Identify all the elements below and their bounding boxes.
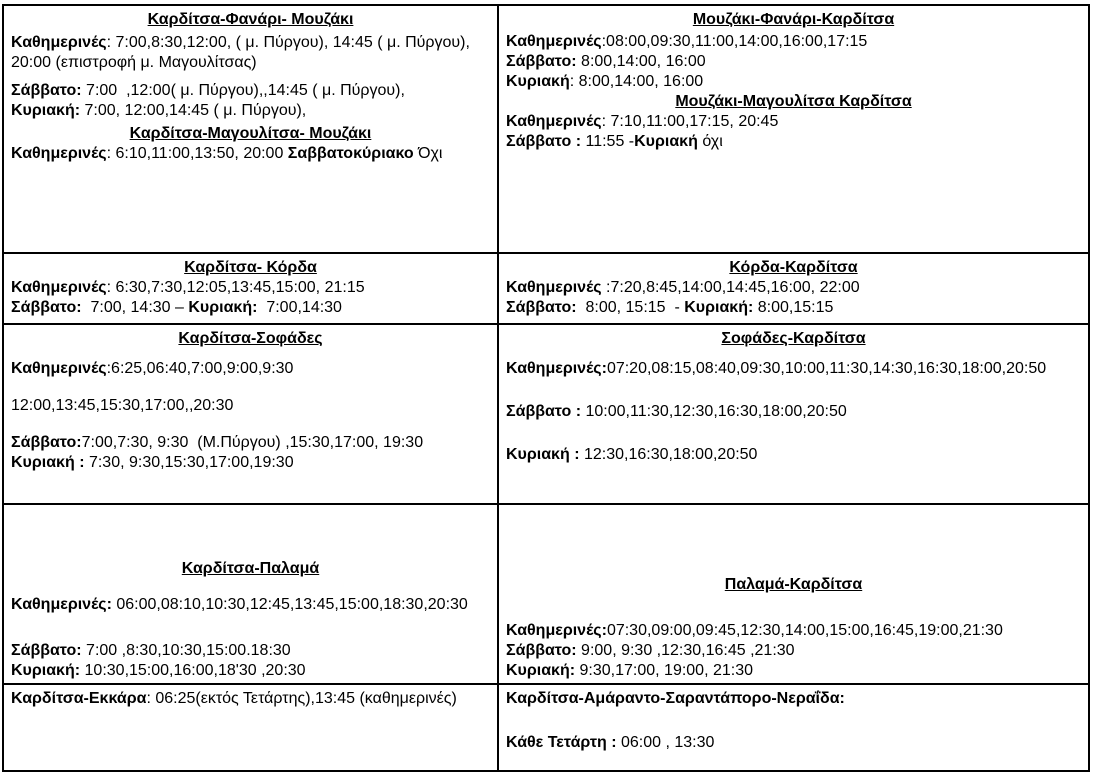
schedule-times: : 6:30,7:30,12:05,13:45,15:00, 21:15 bbox=[106, 279, 365, 296]
route-heading bbox=[11, 10, 490, 30]
route-heading-text: Σοφάδες-Καρδίτσα bbox=[721, 330, 866, 347]
schedule-label: Καρδίτσα-Αμάραντο-Σαραντάπορο-Νεραΐδα: bbox=[506, 690, 845, 707]
schedule-times: : 7:00,8:30,12:00, ( μ. Πύργου), 14:45 ( μ. Πύργου), bbox=[106, 34, 470, 51]
schedule-label: Καθημερινές bbox=[11, 360, 107, 377]
route-heading-text: Καρδίτσα-Φανάρι- Μουζάκι bbox=[147, 11, 354, 28]
schedule-line bbox=[506, 402, 1081, 422]
route-heading bbox=[506, 575, 1081, 595]
route-heading-text: Καρδίτσα-Παλαμά bbox=[181, 560, 320, 577]
schedule-line bbox=[11, 359, 490, 379]
route-heading-text: Παλαμά-Καρδίτσα bbox=[724, 576, 863, 593]
schedule-label: Καθημερινές bbox=[506, 33, 602, 50]
schedule-times: : 7:10,11:00,17:15, 20:45 bbox=[601, 113, 779, 130]
schedule-label: Καθημερινές: bbox=[11, 596, 112, 613]
schedule-times: 07:20,08:15,08:40,09:30,10:00,11:30,14:30,16:30,18:00,20:50 bbox=[606, 360, 1047, 377]
route-heading bbox=[11, 258, 490, 278]
schedule-times: : 8:00,14:00, 16:00 bbox=[569, 73, 704, 90]
cell-karditsa-ekkara bbox=[4, 685, 497, 770]
schedule-label: Κυριακή: bbox=[11, 102, 81, 119]
schedule-times: 10:30,15:00,16:00,18'30 ,20:30 bbox=[80, 662, 306, 679]
schedule-label: Σάββατο: bbox=[506, 299, 577, 316]
schedule-line bbox=[11, 595, 490, 615]
schedule-line bbox=[11, 101, 490, 121]
schedule-times: 12:00,13:45,15:30,17:00,,20:30 bbox=[11, 397, 234, 414]
schedule-label: Κυριακή: bbox=[11, 662, 81, 679]
spacer bbox=[11, 349, 490, 359]
cell-karditsa-korda bbox=[4, 254, 497, 325]
schedule-line bbox=[506, 641, 1081, 661]
schedule-times: Όχι bbox=[413, 145, 443, 162]
schedule-times: 7:00, 12:00,14:45 ( μ. Πύργου), bbox=[80, 102, 307, 119]
cell-karditsa-amaranto-sarantaporo-neraida bbox=[497, 685, 1088, 770]
route-heading bbox=[506, 10, 1081, 30]
schedule-line bbox=[11, 33, 490, 53]
schedule-line bbox=[506, 32, 1081, 52]
route-heading-text: Μουζάκι-Μαγουλίτσα Καρδίτσα bbox=[675, 93, 912, 110]
schedule-label: Κυριακή bbox=[634, 133, 698, 150]
route-heading bbox=[11, 559, 490, 579]
route-heading-text: Μουζάκι-Φανάρι-Καρδίτσα bbox=[692, 11, 895, 28]
schedule-line bbox=[506, 132, 1081, 152]
spacer bbox=[11, 509, 490, 559]
spacer bbox=[506, 422, 1081, 445]
cell-karditsa-fanari-mouzaki bbox=[4, 6, 497, 254]
schedule-line bbox=[506, 72, 1081, 92]
schedule-line bbox=[11, 53, 490, 73]
schedule-line bbox=[11, 278, 490, 298]
cell-sofades-karditsa bbox=[497, 325, 1088, 505]
route-heading-text: Καρδίτσα-Μαγουλίτσα- Μουζάκι bbox=[129, 125, 372, 142]
schedule-times: 10:00,11:30,12:30,16:30,18:00,20:50 bbox=[581, 403, 847, 420]
cell-karditsa-sofades bbox=[4, 325, 497, 505]
schedule-times: 06:00,08:10,10:30,12:45,13:45,15:00,18:30,20:30 bbox=[111, 596, 468, 613]
schedule-label: Καθημερινές bbox=[506, 113, 602, 130]
schedule-label: Κυριακή bbox=[506, 73, 570, 90]
schedule-label: Καθημερινές: bbox=[506, 622, 607, 639]
schedule-label: Καθημερινές bbox=[11, 279, 107, 296]
schedule-label: Σάββατο: bbox=[506, 642, 577, 659]
schedule-label: Καθημερινές: bbox=[506, 360, 607, 377]
schedule-times: 9:00, 9:30 ,12:30,16:45 ,21:30 bbox=[576, 642, 795, 659]
schedule-times: 7:00,7:30, 9:30 (Μ.Πύργου) ,15:30,17:00, 19:30 bbox=[81, 434, 424, 451]
schedule-line bbox=[11, 144, 490, 164]
schedule-times: 11:55 - bbox=[581, 133, 635, 150]
schedule-line bbox=[506, 359, 1081, 379]
schedule-label: Σαββατοκύριακο bbox=[287, 145, 414, 162]
spacer bbox=[506, 709, 1081, 733]
schedule-times: 7:00, 14:30 – bbox=[81, 299, 189, 316]
schedule-times: 7:00 ,12:00( μ. Πύργου),,14:45 ( μ. Πύργου), bbox=[81, 82, 405, 99]
schedule-times: 7:30, 9:30,15:30,17:00,19:30 bbox=[84, 454, 294, 471]
schedule-times: :08:00,09:30,11:00,14:00,16:00,17:15 bbox=[601, 33, 868, 50]
schedule-times: : 06:25(εκτός Τετάρτης),13:45 (καθημερινές) bbox=[146, 690, 457, 707]
schedule-line bbox=[11, 396, 490, 416]
spacer bbox=[506, 509, 1081, 575]
schedule-label: Σάββατο: bbox=[506, 53, 577, 70]
spacer bbox=[11, 615, 490, 641]
schedule-label: Σάββατο: bbox=[11, 434, 82, 451]
schedule-line bbox=[506, 112, 1081, 132]
spacer bbox=[11, 416, 490, 433]
schedule-times: 8:00, 15:15 - bbox=[576, 299, 685, 316]
schedule-times: 7:00 ,8:30,10:30,15:00.18:30 bbox=[81, 642, 291, 659]
schedule-label: Κάθε Τετάρτη : bbox=[506, 734, 617, 751]
schedule-times: 9:30,17:00, 19:00, 21:30 bbox=[575, 662, 754, 679]
spacer bbox=[506, 379, 1081, 402]
schedule-line bbox=[11, 641, 490, 661]
schedule-label: Σάββατο : bbox=[506, 133, 582, 150]
schedule-label: Σάββατο: bbox=[11, 299, 82, 316]
timetable-sheet bbox=[2, 4, 1090, 772]
cell-karditsa-palama bbox=[4, 505, 497, 685]
route-heading bbox=[506, 329, 1081, 349]
cell-palama-karditsa bbox=[497, 505, 1088, 685]
schedule-label: Κυριακή: bbox=[684, 299, 754, 316]
schedule-line bbox=[506, 621, 1081, 641]
schedule-times: όχι bbox=[697, 133, 723, 150]
schedule-line bbox=[11, 689, 490, 709]
route-heading-text: Κόρδα-Καρδίτσα bbox=[729, 259, 858, 276]
cell-mouzaki-fanari-karditsa bbox=[497, 6, 1088, 254]
schedule-line bbox=[11, 661, 490, 681]
schedule-label: Σάββατο : bbox=[506, 403, 582, 420]
schedule-label: Κυριακή : bbox=[506, 446, 580, 463]
schedule-line bbox=[506, 661, 1081, 681]
schedule-line bbox=[506, 733, 1081, 753]
spacer bbox=[506, 595, 1081, 621]
route-heading bbox=[506, 92, 1081, 112]
route-heading bbox=[506, 258, 1081, 278]
schedule-label: Σάββατο: bbox=[11, 642, 82, 659]
schedule-label: Κυριακή: bbox=[506, 662, 576, 679]
schedule-times: 07:30,09:00,09:45,12:30,14:00,15:00,16:45,19:00,21:30 bbox=[606, 622, 1003, 639]
route-heading-text: Καρδίτσα-Σοφάδες bbox=[178, 330, 323, 347]
schedule-line bbox=[506, 689, 1081, 709]
schedule-times: :6:25,06:40,7:00,9:00,9:30 bbox=[106, 360, 294, 377]
schedule-line bbox=[506, 278, 1081, 298]
spacer bbox=[11, 379, 490, 396]
route-heading bbox=[11, 329, 490, 349]
schedule-line bbox=[11, 433, 490, 453]
schedule-label: Κυριακή : bbox=[11, 454, 85, 471]
schedule-line bbox=[506, 298, 1081, 318]
schedule-times: :7:20,8:45,14:00,14:45,16:00, 22:00 bbox=[601, 279, 860, 296]
schedule-label: Καθημερινές bbox=[11, 145, 107, 162]
spacer bbox=[506, 349, 1081, 359]
schedule-times: : 6:10,11:00,13:50, 20:00 bbox=[106, 145, 288, 162]
schedule-line bbox=[11, 298, 490, 318]
schedule-label: Σάββατο: bbox=[11, 82, 82, 99]
schedule-times: 7:00,14:30 bbox=[257, 299, 342, 316]
schedule-label: Κυριακή: bbox=[188, 299, 258, 316]
schedule-line bbox=[11, 81, 490, 101]
route-heading bbox=[11, 124, 490, 144]
schedule-line bbox=[506, 445, 1081, 465]
schedule-line bbox=[506, 52, 1081, 72]
schedule-label: Καθημερινές bbox=[11, 34, 107, 51]
schedule-times: 12:30,16:30,18:00,20:50 bbox=[579, 446, 758, 463]
schedule-line bbox=[11, 453, 490, 473]
spacer bbox=[11, 579, 490, 595]
cell-korda-karditsa bbox=[497, 254, 1088, 325]
spacer bbox=[11, 73, 490, 81]
schedule-times: 8:00,14:00, 16:00 bbox=[576, 53, 706, 70]
schedule-label: Καθημερινές bbox=[506, 279, 602, 296]
route-heading-text: Καρδίτσα- Κόρδα bbox=[184, 259, 317, 276]
schedule-times: 20:00 (επιστροφή μ. Μαγουλίτσας) bbox=[11, 54, 257, 71]
schedule-times: 06:00 , 13:30 bbox=[616, 734, 715, 751]
schedule-label: Καρδίτσα-Εκκάρα bbox=[11, 690, 147, 707]
schedule-times: 8:00,15:15 bbox=[753, 299, 834, 316]
